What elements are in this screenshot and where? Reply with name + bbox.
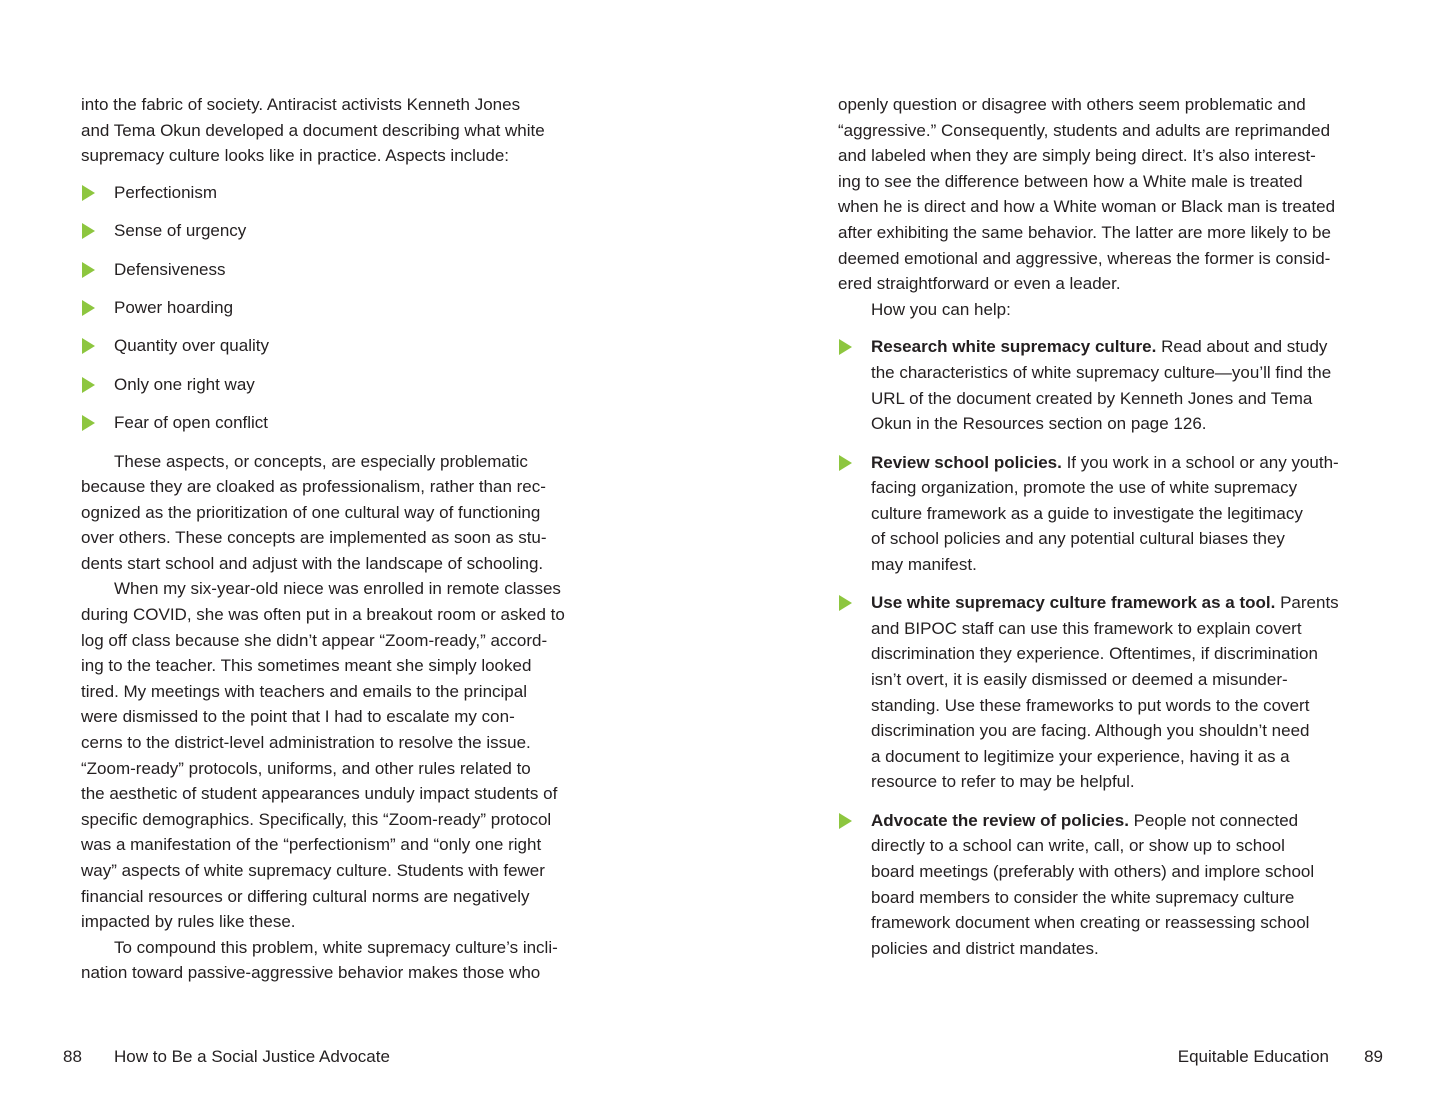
text-line: Okun in the Resources section on page 126.: [871, 414, 1207, 434]
text-line: of school policies and any potential cultural biases they: [871, 529, 1285, 549]
list-item-label: Perfectionism: [114, 182, 217, 202]
running-title-left: How to Be a Social Justice Advocate: [114, 1047, 390, 1066]
text-line: specific demographics. Specifically, this “Zoom-ready” protocol: [81, 809, 552, 829]
help-item-heading: Use white supremacy culture framework as a tool.: [871, 593, 1276, 613]
text-line: the aesthetic of student appearances unduly impact students of: [81, 784, 558, 804]
green-triangle-bullet-icon: [839, 455, 852, 471]
left-intro: [81, 92, 609, 169]
help-item: [838, 808, 1368, 962]
text-line: ognized as the prioritization of one cultural way of functioning: [81, 502, 541, 522]
text-line: impacted by rules like these.: [81, 912, 296, 932]
text-line: URL of the document created by Kenneth Jones and Tema: [871, 388, 1313, 408]
text-line: ered straightforward or even a leader.: [838, 274, 1121, 294]
text-line: because they are cloaked as professionalism, rather than rec-: [81, 477, 546, 497]
list-item-label: Fear of open conflict: [114, 413, 269, 433]
help-item-text: People not connected: [1128, 810, 1299, 830]
help-item-heading: Review school policies.: [871, 452, 1062, 472]
text-line: a document to legitimize your experience, having it as a: [871, 746, 1290, 766]
help-item-first-line: [871, 450, 1368, 476]
right-page: [838, 92, 1368, 974]
help-list: [838, 334, 1368, 961]
text-line: supremacy culture looks like in practice. Aspects include:: [81, 146, 510, 166]
green-triangle-bullet-icon: [82, 262, 95, 278]
help-item-first-line: [871, 334, 1368, 360]
text-line: dents start school and adjust with the landscape of schooling.: [81, 553, 544, 573]
text-line: were dismissed to the point that I had to escalate my con-: [81, 707, 515, 727]
help-item: [838, 590, 1368, 795]
list-item: [81, 218, 609, 244]
text-line: log off class because she didn’t appear “Zoom-ready,” accord-: [81, 630, 548, 650]
text-line: directly to a school can write, call, or show up to school: [871, 836, 1285, 856]
text-line: and labeled when they are simply being direct. It’s also interest-: [838, 146, 1316, 166]
list-item: [81, 372, 609, 398]
text-line: and BIPOC staff can use this framework to explain covert: [871, 618, 1302, 638]
text-line: tired. My meetings with teachers and emails to the principal: [81, 681, 527, 701]
green-triangle-bullet-icon: [82, 415, 95, 431]
text-line: board meetings (preferably with others) and implore school: [871, 862, 1315, 882]
text-line: ing to see the difference between how a White male is treated: [838, 171, 1303, 191]
text-line: “Zoom-ready” protocols, uniforms, and other rules related to: [81, 758, 531, 778]
text-line: “aggressive.” Consequently, students and adults are reprimanded: [838, 120, 1331, 140]
list-item-label: Defensiveness: [114, 259, 226, 279]
list-item: [81, 257, 609, 283]
list-item: [81, 295, 609, 321]
help-item-heading: Advocate the review of policies.: [871, 810, 1129, 830]
green-triangle-bullet-icon: [82, 185, 95, 201]
help-item-text: If you work in a school or any youth-: [1061, 452, 1339, 472]
page-number-right: 89: [1364, 1047, 1383, 1066]
green-triangle-bullet-icon: [82, 377, 95, 393]
text-line: cerns to the district-level administration to resolve the issue.: [81, 733, 531, 753]
list-item: [81, 410, 609, 436]
text-line: board members to consider the white supremacy culture: [871, 887, 1295, 907]
green-triangle-bullet-icon: [82, 338, 95, 354]
text-line: When my six-year-old niece was enrolled in remote classes: [114, 579, 561, 599]
text-line: over others. These concepts are implemented as soon as stu-: [81, 528, 547, 548]
text-line: policies and district mandates.: [871, 938, 1099, 958]
text-line: after exhibiting the same behavior. The latter are more likely to be: [838, 222, 1331, 242]
text-line: To compound this problem, white supremacy culture’s incli-: [114, 937, 558, 957]
help-item: [838, 334, 1368, 436]
text-line: discrimination they experience. Oftentimes, if discrimination: [871, 644, 1318, 664]
text-line: These aspects, or concepts, are especially problematic: [114, 451, 528, 471]
aspects-list: [81, 180, 609, 436]
page-number-left: 88: [63, 1047, 82, 1066]
help-item-text: Read about and study: [1156, 337, 1328, 357]
left-page: [81, 92, 609, 986]
text-line: when he is direct and how a White woman or Black man is treated: [838, 197, 1336, 217]
text-line: into the fabric of society. Antiracist activists Kenneth Jones: [81, 95, 521, 114]
list-item-label: Quantity over quality: [114, 336, 269, 356]
text-line: standing. Use these frameworks to put words to the covert: [871, 695, 1310, 715]
text-line: culture framework as a guide to investigate the legitimacy: [871, 503, 1303, 523]
text-line: the characteristics of white supremacy culture—you’ll find the: [871, 362, 1332, 382]
text-line: financial resources or differing cultural norms are negatively: [81, 886, 530, 906]
help-item-heading: Research white supremacy culture.: [871, 337, 1157, 357]
list-item-label: Only one right way: [114, 374, 255, 394]
text-line: isn’t overt, it is easily dismissed or deemed a misunder-: [871, 670, 1288, 690]
text-line: nation toward passive-aggressive behavior makes those who: [81, 963, 541, 983]
help-item-first-line: [871, 590, 1368, 616]
text-line: may manifest.: [871, 554, 977, 574]
green-triangle-bullet-icon: [82, 223, 95, 239]
text-line: way” aspects of white supremacy culture. Students with fewer: [81, 861, 545, 881]
text-line: openly question or disagree with others seem problematic and: [838, 95, 1306, 114]
text-line: resource to refer to may be helpful.: [871, 772, 1135, 792]
list-item-label: Sense of urgency: [114, 221, 247, 241]
green-triangle-bullet-icon: [839, 813, 852, 829]
left-body-text: [81, 449, 609, 986]
list-item: [81, 180, 609, 206]
text-line: during COVID, she was often put in a breakout room or asked to: [81, 605, 565, 625]
running-title-right: Equitable Education: [1177, 1047, 1329, 1066]
text-line: How you can help:: [871, 299, 1011, 319]
text-line: framework document when creating or reassessing school: [871, 913, 1310, 933]
help-item: [838, 450, 1368, 578]
right-intro: [838, 92, 1368, 322]
text-line: discrimination you are facing. Although you shouldn’t need: [871, 721, 1310, 741]
text-line: facing organization, promote the use of white supremacy: [871, 478, 1298, 498]
help-item-first-line: [871, 808, 1368, 834]
text-line: ing to the teacher. This sometimes meant she simply looked: [81, 656, 532, 676]
text-line: deemed emotional and aggressive, whereas the former is consid-: [838, 248, 1331, 268]
list-item: [81, 333, 609, 359]
green-triangle-bullet-icon: [839, 339, 852, 355]
list-item-label: Power hoarding: [114, 297, 234, 317]
green-triangle-bullet-icon: [839, 595, 852, 611]
green-triangle-bullet-icon: [82, 300, 95, 316]
text-line: was a manifestation of the “perfectionism” and “only one right: [81, 835, 542, 855]
text-line: and Tema Okun developed a document describing what white: [81, 120, 545, 140]
help-item-text: Parents: [1275, 593, 1339, 613]
